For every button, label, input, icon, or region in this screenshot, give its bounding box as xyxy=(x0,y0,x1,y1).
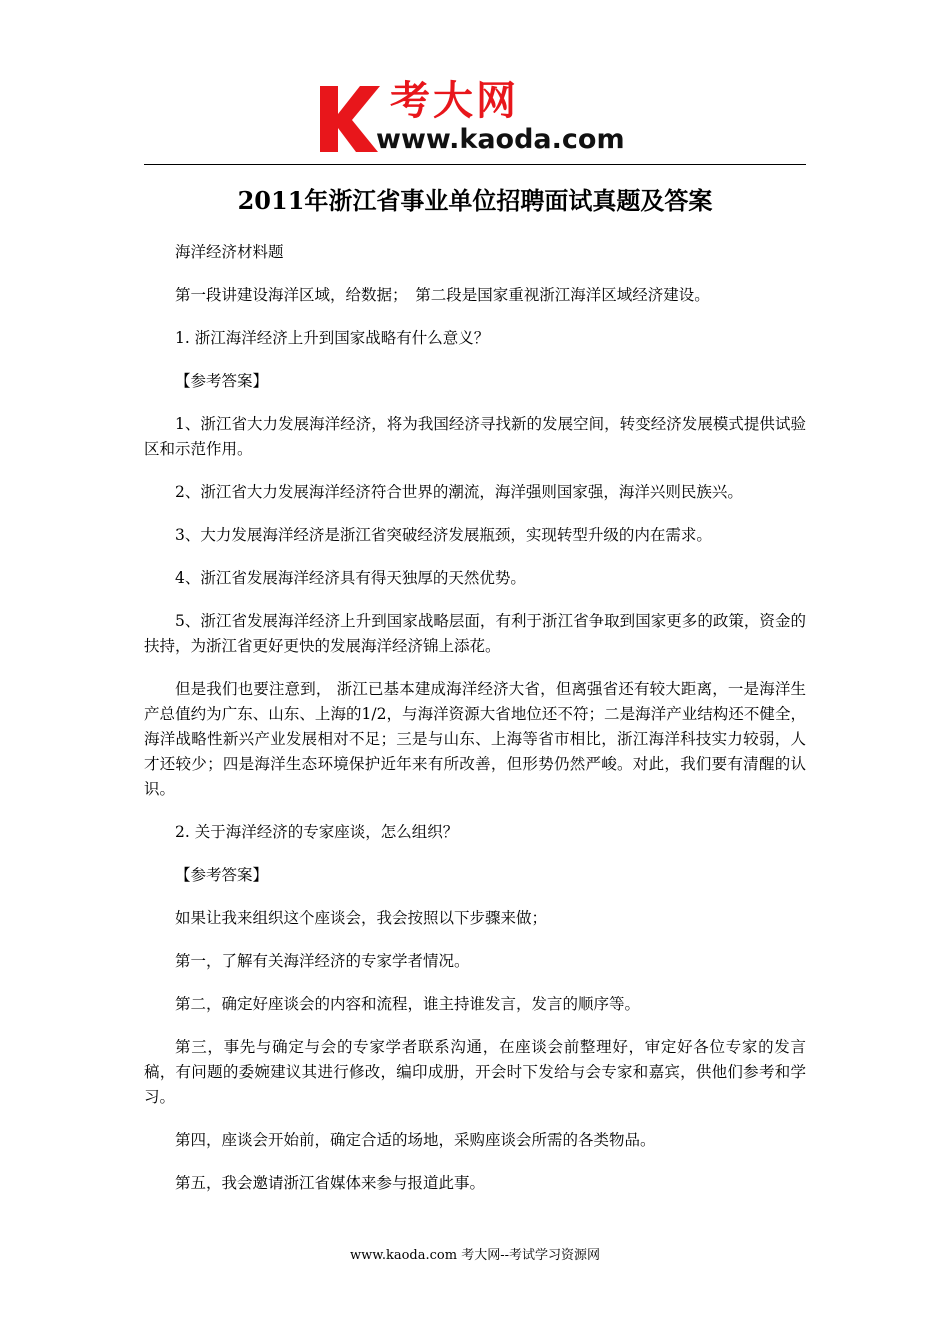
logo-url: www.kaoda.com xyxy=(376,124,625,155)
answer-1-point-3: 3、大力发展海洋经济是浙江省突破经济发展瓶颈，实现转型升级的内在需求。 xyxy=(175,526,712,544)
kaoda-logo xyxy=(316,78,638,160)
answer-1-point-1: 1、浙江省大力发展海洋经济，将为我国经济寻找新的发展空间，转变经济发展模式提供试验区和示范作用。 xyxy=(144,415,806,458)
answer-1-point-2: 2、浙江省大力发展海洋经济符合世界的潮流，海洋强则国家强，海洋兴则民族兴。 xyxy=(175,483,743,501)
answer-label-1: 【参考答案】 xyxy=(175,372,269,390)
paragraph-section-heading: 海洋经济材料题 xyxy=(175,243,284,261)
answer-2-step-3: 第三，事先与确定与会的专家学者联系沟通，在座谈会前整理好，审定好各位专家的发言稿，有问题的委婉建议其进行修改，编印成册，开会时下发给与会专家和嘉宾，供他们参考和学习。 xyxy=(144,1038,806,1106)
question-2: 2. 关于海洋经济的专家座谈，怎么组织？ xyxy=(175,823,459,841)
answer-2-step-1: 第一，了解有关海洋经济的专家学者情况。 xyxy=(175,952,470,970)
answer-1-point-5: 5、浙江省发展海洋经济上升到国家战略层面，有利于浙江省争取到国家更多的政策，资金的扶持，为浙江省更好更快的发展海洋经济锦上添花。 xyxy=(144,612,806,655)
answer-2-step-5: 第五，我会邀请浙江省媒体来参与报道此事。 xyxy=(175,1174,486,1192)
paragraph-material-summary: 第一段讲建设海洋区域，给数据； 第二段是国家重视浙江海洋区域经济建设。 xyxy=(175,286,710,304)
header-divider xyxy=(144,164,806,165)
document-body xyxy=(144,240,806,1214)
answer-label-2: 【参考答案】 xyxy=(175,866,269,884)
answer-2-step-4: 第四，座谈会开始前，确定合适的场地，采购座谈会所需的各类物品。 xyxy=(175,1131,656,1149)
logo-chinese-name: 考大网 xyxy=(390,78,519,124)
document-title: 2011年浙江省事业单位招聘面试真题及答案 xyxy=(237,186,713,215)
k-logo-icon xyxy=(316,84,382,154)
question-1: 1. 浙江海洋经济上升到国家战略有什么意义？ xyxy=(175,329,490,347)
answer-2-intro: 如果让我来组织这个座谈会，我会按照以下步骤来做； xyxy=(175,909,548,927)
answer-1-point-4: 4、浙江省发展海洋经济具有得天独厚的天然优势。 xyxy=(175,569,526,587)
answer-2-step-2: 第二，确定好座谈会的内容和流程，谁主持谁发言，发言的顺序等。 xyxy=(175,995,641,1013)
page-footer: www.kaoda.com 考大网--考试学习资源网 xyxy=(350,1248,600,1263)
answer-1-caveat: 但是我们也要注意到， 浙江已基本建成海洋经济大省，但离强省还有较大距离，一是海洋生产总值约为广东、山东、上海的1/2，与海洋资源大省地位还不符；二是海洋产业结构还不健全，海洋战略性新兴产业发展相对不足；三是与山东、上海等省市相比，浙江海洋科技实力较弱，人才还较少；四是海洋生态环境保护近年来有所改善，但形势仍然严峻。对此，我们要有清醒的认识。 xyxy=(144,680,806,798)
